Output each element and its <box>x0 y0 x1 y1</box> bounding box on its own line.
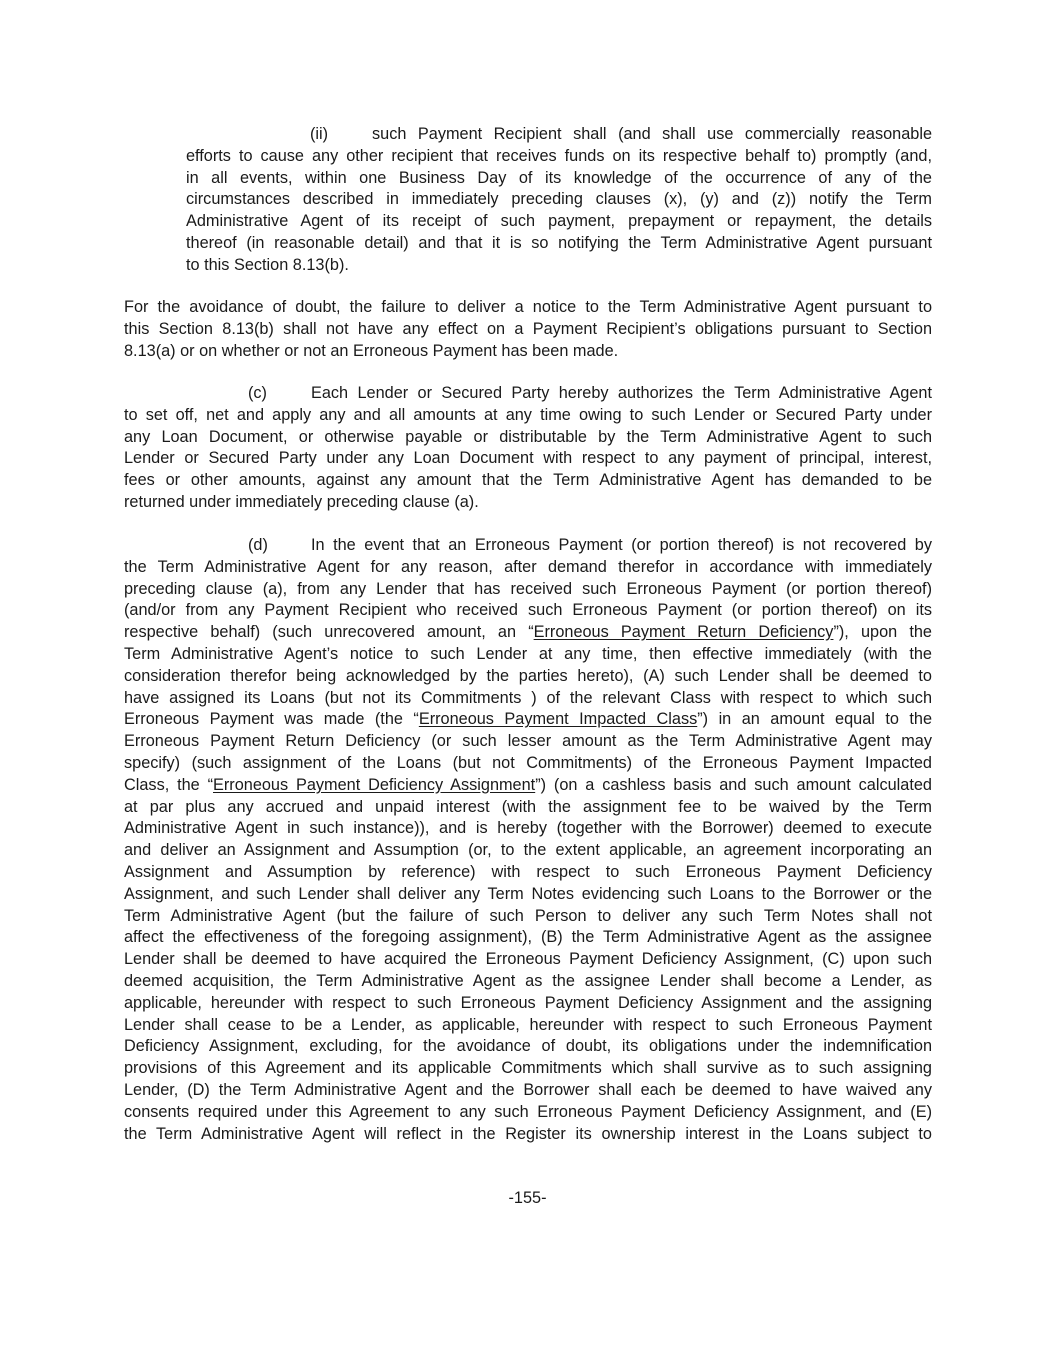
text-line: Administrative Agent in such instance)), and is hereby (together with the Borrower) deemed to execute <box>124 819 932 838</box>
text-segment: ”) (on a cashless basis and such amount calculated <box>535 775 932 794</box>
text-line: preceding clause (a), from any Lender that has received such Erroneous Payment (or portion thereof) <box>124 579 932 598</box>
text-line: to this Section 8.13(b). <box>186 255 349 274</box>
text-line: this Section 8.13(b) shall not have any effect on a Payment Recipient’s obligations pursuant to Section <box>124 319 932 338</box>
text-line: Term Administrative Agent (but the failure of such Person to deliver any such Term Notes shall not <box>124 906 932 925</box>
text-line: deemed acquisition, the Term Administrative Agent as the assignee Lender shall become a Lender, as <box>124 971 932 990</box>
text-line: returned under immediately preceding clause (a). <box>124 492 479 511</box>
text-line: Lender shall be deemed to have acquired the Erroneous Payment Deficiency Assignment, (C) upon such <box>124 950 932 969</box>
clause-c-label: (c) <box>248 384 267 402</box>
text-line: Lender shall cease to be a Lender, as applicable, hereunder with respect to such Erroneous Payment <box>124 1015 932 1034</box>
text-line: thereof (in reasonable detail) and that it is so notifying the Term Administrative Agent pursuant <box>186 233 932 252</box>
text-line: efforts to cause any other recipient that receives funds on its respective behalf to) promptly (and, <box>186 146 932 165</box>
text-line: Lender, (D) the Term Administrative Agent and the Borrower shall each be deemed to have waived any <box>124 1080 932 1099</box>
text-line <box>124 709 932 731</box>
clause-ii-label: (ii) <box>310 125 329 143</box>
text-line: In the event that an Erroneous Payment (or portion thereof) is not recovered by <box>311 536 932 554</box>
text-line: Lender or Secured Party under any Loan Document with respect to any payment of principal, interest, <box>124 449 932 468</box>
text-line: to set off, net and apply any and all amounts at any time owing to such Lender or Secured Party under <box>124 405 932 424</box>
text-line: affect the effectiveness of the foregoing assignment), (B) the Term Administrative Agent as the assignee <box>124 928 932 947</box>
text-line: Each Lender or Secured Party hereby authorizes the Term Administrative Agent <box>311 384 932 402</box>
defined-term-deficiency-assignment: Erroneous Payment Deficiency Assignment <box>213 775 536 794</box>
clause-d-first-line <box>124 535 932 557</box>
text-line: at par plus any accrued and unpaid interest (with the assignment fee to be waived by the Term <box>124 797 932 816</box>
text-line: consents required under this Agreement to any such Erroneous Payment Deficiency Assignment, and (E) <box>124 1102 932 1121</box>
text-line: fees or other amounts, against any amount that the Term Administrative Agent has demanded to be <box>124 471 932 490</box>
clause-ii-first-line <box>0 124 932 146</box>
text-segment: Erroneous Payment was made (the “ <box>124 710 419 729</box>
text-line: any Loan Document, or otherwise payable or distributable by the Term Administrative Agent to such <box>124 427 932 446</box>
text-line: have assigned its Loans (but not its Commitments ) of the relevant Class with respect to which such <box>124 688 932 707</box>
text-line: consideration therefor being acknowledged by the parties hereto), (A) such Lender shall be deemed to <box>124 666 932 685</box>
text-line: circumstances described in immediately preceding clauses (x), (y) and (z)) notify the Term <box>186 190 932 209</box>
text-line: provisions of this Agreement and its applicable Commitments which shall survive as to such assigning <box>124 1059 932 1078</box>
text-line: in all events, within one Business Day of its knowledge of the occurrence of any of the <box>186 168 932 187</box>
text-line: and deliver an Assignment and Assumption (or, to the extent applicable, an agreement incorporating an <box>124 841 932 860</box>
text-segment: ”) in an amount equal to the <box>697 710 932 729</box>
text-line: applicable, hereunder with respect to such Erroneous Payment Deficiency Assignment and the assigning <box>124 993 932 1012</box>
text-line: Assignment, and such Lender shall deliver any Term Notes evidencing such Loans to the Borrower or the <box>124 884 932 903</box>
text-line <box>124 775 932 797</box>
clause-c-first-line <box>124 383 932 405</box>
text-segment: Class, the “ <box>124 775 213 794</box>
text-line: Term Administrative Agent’s notice to such Lender at any time, then effective immediately (with the <box>124 644 932 663</box>
defined-term-return-deficiency: Erroneous Payment Return Deficiency <box>533 623 834 642</box>
clause-d-label: (d) <box>248 536 268 554</box>
paragraph-avoidance-of-doubt <box>124 297 932 362</box>
paragraph-clause-d <box>124 535 932 1145</box>
page-number: -155- <box>508 1189 547 1207</box>
text-line <box>124 622 932 644</box>
text-line: Deficiency Assignment, excluding, for the avoidance of doubt, its obligations under the indemnification <box>124 1037 932 1056</box>
paragraph-clause-c <box>124 383 932 514</box>
text-line: specify) (such assignment of the Loans (but not Commitments) of the Erroneous Payment Impacted <box>124 753 932 772</box>
text-line: such Payment Recipient shall (and shall use commercially reasonable <box>372 125 932 143</box>
text-line: 8.13(a) or on whether or not an Erroneous Payment has been made. <box>124 341 619 360</box>
defined-term-impacted-class: Erroneous Payment Impacted Class <box>418 710 698 729</box>
text-line: Erroneous Payment Return Deficiency (or such lesser amount as the Term Administrative Agent may <box>124 732 932 751</box>
text-line: Administrative Agent of its receipt of such payment, prepayment or repayment, the details <box>186 212 932 231</box>
paragraph-clause-ii <box>186 124 932 277</box>
text-line: the Term Administrative Agent for any reason, after demand therefor in accordance with immediately <box>124 557 932 576</box>
text-line: the Term Administrative Agent will reflect in the Register its ownership interest in the Loans subject to <box>124 1124 932 1143</box>
text-line: For the avoidance of doubt, the failure to deliver a notice to the Term Administrative Agent pursuant to <box>124 298 932 316</box>
text-segment: ”), upon the <box>833 623 932 642</box>
text-segment: respective behalf) (such unrecovered amount, an “ <box>124 623 534 642</box>
text-line: (and/or from any Payment Recipient who received such Erroneous Payment (or portion thereof) on its <box>124 601 932 620</box>
text-line: Assignment and Assumption by reference) with respect to such Erroneous Payment Deficiency <box>124 862 932 881</box>
